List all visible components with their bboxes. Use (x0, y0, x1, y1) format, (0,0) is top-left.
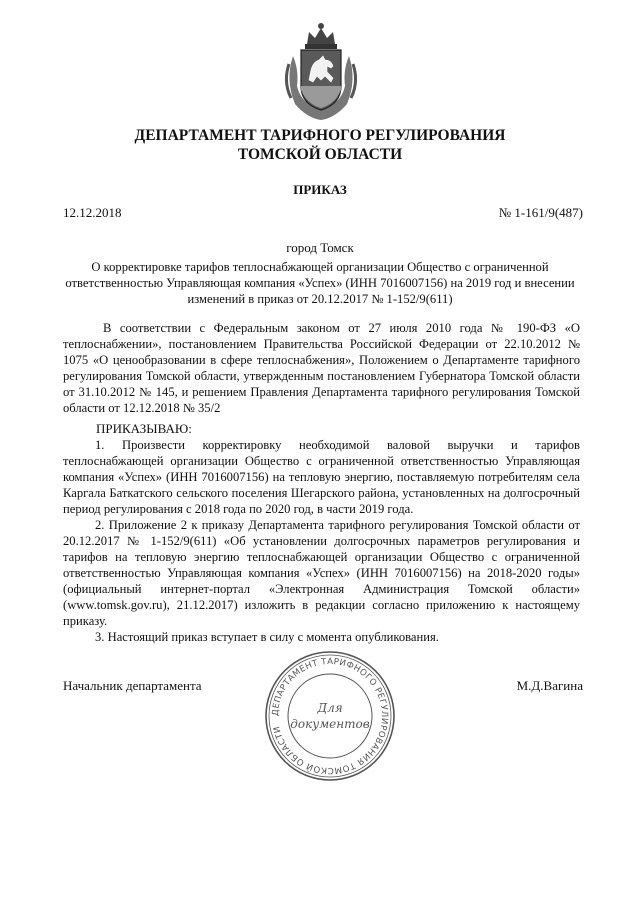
coat-of-arms-icon (283, 20, 359, 122)
city: город Томск (286, 240, 354, 255)
department-title-line2: ТОМСКОЙ ОБЛАСТИ (237, 146, 403, 163)
order-item-3: 3. Настоящий приказ вступает в силу с момента опубликования. (95, 630, 439, 644)
subject-line: изменений в приказ от 20.12.2017 № 1-152/9(611) (187, 292, 453, 306)
stamp-center-line1: Для (317, 701, 343, 715)
order-heading: ПРИКАЗЫВАЮ: (96, 421, 192, 436)
preamble-paragraph (63, 320, 580, 416)
document-date: 12.12.2018 (63, 205, 122, 220)
order-item-1: 1. Произвести корректировку необходимой валовой выручки и тарифов теплоснабжающей организации Общество с ограниченной ответственностью Управляющая компания «Успех» (ИНН 7016007156) на тепловую энергию, поставляемую потребителям села Каргала Баткатского сельского поселения Шегарского района, установленных на долгосрочный период регулирования с 2018 года по 2020 год, в части 2019 года. (63, 438, 580, 516)
signatory-name: М.Д.Вагина (516, 678, 583, 693)
document-type: ПРИКАЗ (293, 182, 347, 197)
department-title-line1: ДЕПАРТАМЕНТ ТАРИФНОГО РЕГУЛИРОВАНИЯ (134, 127, 506, 144)
subject-line: О корректировке тарифов теплоснабжающей организации Общество с ограниченной (91, 260, 549, 274)
order-item-2: 2. Приложение 2 к приказу Департамента тарифного регулирования Томской области от 20.12.2017 № 1-152/9(611) «Об установлении долгосрочных параметров регулирования и тарифов на тепловую энергию теплоснабжающей организации Общество с ограниченной ответственностью Управляющая компания «Успех» (ИНН 7016007156) на 2018-2020 годы» (официальный интернет-портал «Электронная Администрация Томской области» (www.tomsk.gov.ru), 21.12.2017) изложить в редакции согласно приложению к настоящему приказу. (63, 518, 580, 628)
document-subject (60, 259, 580, 307)
signatory-position: Начальник департамента (63, 678, 202, 693)
document-number: № 1-161/9(487) (498, 205, 583, 220)
order-items (63, 437, 580, 645)
svg-text:ДЕПАРТАМЕНТ ТАРИФНОГО РЕГУЛИРО (271, 657, 389, 775)
official-stamp (262, 648, 398, 784)
subject-line: ответственностью Управляющая компания «Успех» (ИНН 7016007156) на 2019 год и внесении (65, 276, 575, 290)
stamp-ring-text: ДЕПАРТАМЕНТ ТАРИФНОГО РЕГУЛИРОВАНИЯ ТОМСКОЙ ОБЛАСТИ (270, 656, 390, 776)
preamble-text: В соответствии с Федеральным законом от 27 июля 2010 года № 190-ФЗ «О теплоснабжении», постановлением Правительства Российской Федерации от 22.10.2012 № 1075 «О ценообразовании в сфере теплоснабжения», Положением о Департаменте тарифного регулирования Томской области, утвержденным постановлением Губернатора Томской области от 31.10.2012 № 145, и решением Правления Департамента тарифного регулирования Томской области от 12.12.2018 № 35/2 (63, 321, 580, 415)
stamp-center-line2: документов (290, 717, 370, 731)
